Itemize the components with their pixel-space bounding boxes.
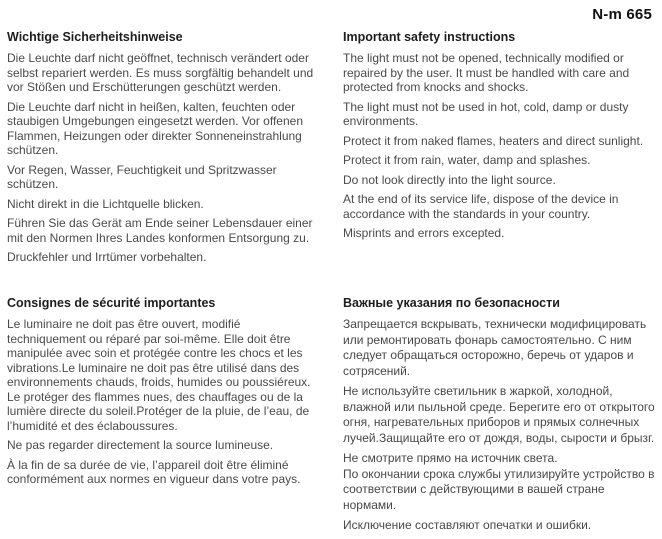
- section-german: [7, 0, 319, 264]
- paragraph: At the end of its service life, dispose of the device in accordance with the standards in your country.: [343, 192, 619, 221]
- paragraph: À la fin de sa durée de vie, l’appareil doit être éliminé conformément aux normes en vigueur dans votre pays.: [7, 457, 301, 486]
- section-body-german: [7, 51, 319, 265]
- section-body-english: [343, 51, 655, 241]
- paragraph: The light must not be used in hot, cold, damp or dusty environments.: [343, 99, 629, 128]
- paragraph: Protect it from naked flames, heaters and direct sunlight.: [343, 133, 644, 148]
- paragraph: Не смотрите прямо на источник света.: [343, 451, 558, 465]
- paragraph: Do not look directly into the light source.: [343, 172, 556, 187]
- section-english: [343, 0, 655, 264]
- paragraph: Le luminaire ne doit pas être ouvert, modifié techniquement ou réparé par soi-même. Elle doit être manipulée avec soin et protégée contre les chocs et les vibrations.Le luminaire ne doit pas être utilisé dans des environnements chauds, froids, humides ou poussiéreux. Le protéger des flammes nues, des chauffages ou de la lumière directe du soleil.Protéger de la pluie, de l’eau, de l’humidité et des éclaboussures.: [7, 317, 311, 433]
- paragraph: Die Leuchte darf nicht geöffnet, technisch verändert oder selbst repariert werden. Es muss sorgfältig behandelt und vor Stößen und Erschütterungen geschützt werden.: [7, 51, 314, 94]
- paragraph: Исключение составляют опечатки и ошибки.: [343, 518, 592, 532]
- section-body-french: [7, 317, 319, 487]
- section-body-russian: [343, 317, 655, 534]
- model-number: N-m 665: [592, 6, 652, 23]
- section-title-english: Important safety instructions: [343, 30, 516, 44]
- paragraph: Nicht direkt in die Lichtquelle blicken.: [7, 196, 204, 211]
- section-title-french: Consignes de sécurité importantes: [7, 296, 216, 310]
- paragraph: Запрещается вскрывать, технически модифицировать или ремонтировать фонарь самостоятельно. С ним следует обращаться осторожно, беречь от ударов и сотрясений.: [343, 317, 647, 378]
- paragraph: По окончании срока службы утилизируйте устройство в соответствии с действующими в вашей стране нормами.: [343, 466, 655, 512]
- paragraph: Druckfehler und Irrtümer vorbehalten.: [7, 250, 207, 264]
- paragraph: Misprints and errors excepted.: [343, 226, 505, 240]
- paragraph: The light must not be opened, technically modified or repaired by the user. It must be handled with care and protected from knocks and shocks.: [343, 51, 630, 94]
- paragraph: Die Leuchte darf nicht in heißen, kalten, feuchten oder staubigen Umgebungen eingesetzt werden. Vor offenen Flammen, Heizungen oder direkter Sonneneinstrahlung schützen.: [7, 99, 303, 157]
- paragraph: Ne pas regarder directement la source lumineuse.: [7, 438, 274, 452]
- section-french: [7, 264, 319, 539]
- section-russian: [343, 264, 655, 539]
- paragraph: Vor Regen, Wasser, Feuchtigkeit und Spritzwasser schützen.: [7, 162, 277, 191]
- section-title-russian: Важные указания по безопасности: [343, 296, 560, 310]
- section-title-german: Wichtige Sicherheitshinweise: [7, 30, 183, 44]
- paragraph: Не используйте светильник в жаркой, холодной, влажной или пыльной среде. Берегите его от открытого огня, нагревательных приборов и прямых солнечных лучей.Защищайте его от дождя, воды, сырости и брызг.: [343, 384, 655, 445]
- sections-grid: [7, 0, 655, 539]
- paragraph: Führen Sie das Gerät am Ende seiner Lebensdauer einer mit den Normen Ihres Landes konformen Entsorgung zu.: [7, 216, 313, 245]
- paragraph: Protect it from rain, water, damp and splashes.: [343, 153, 591, 167]
